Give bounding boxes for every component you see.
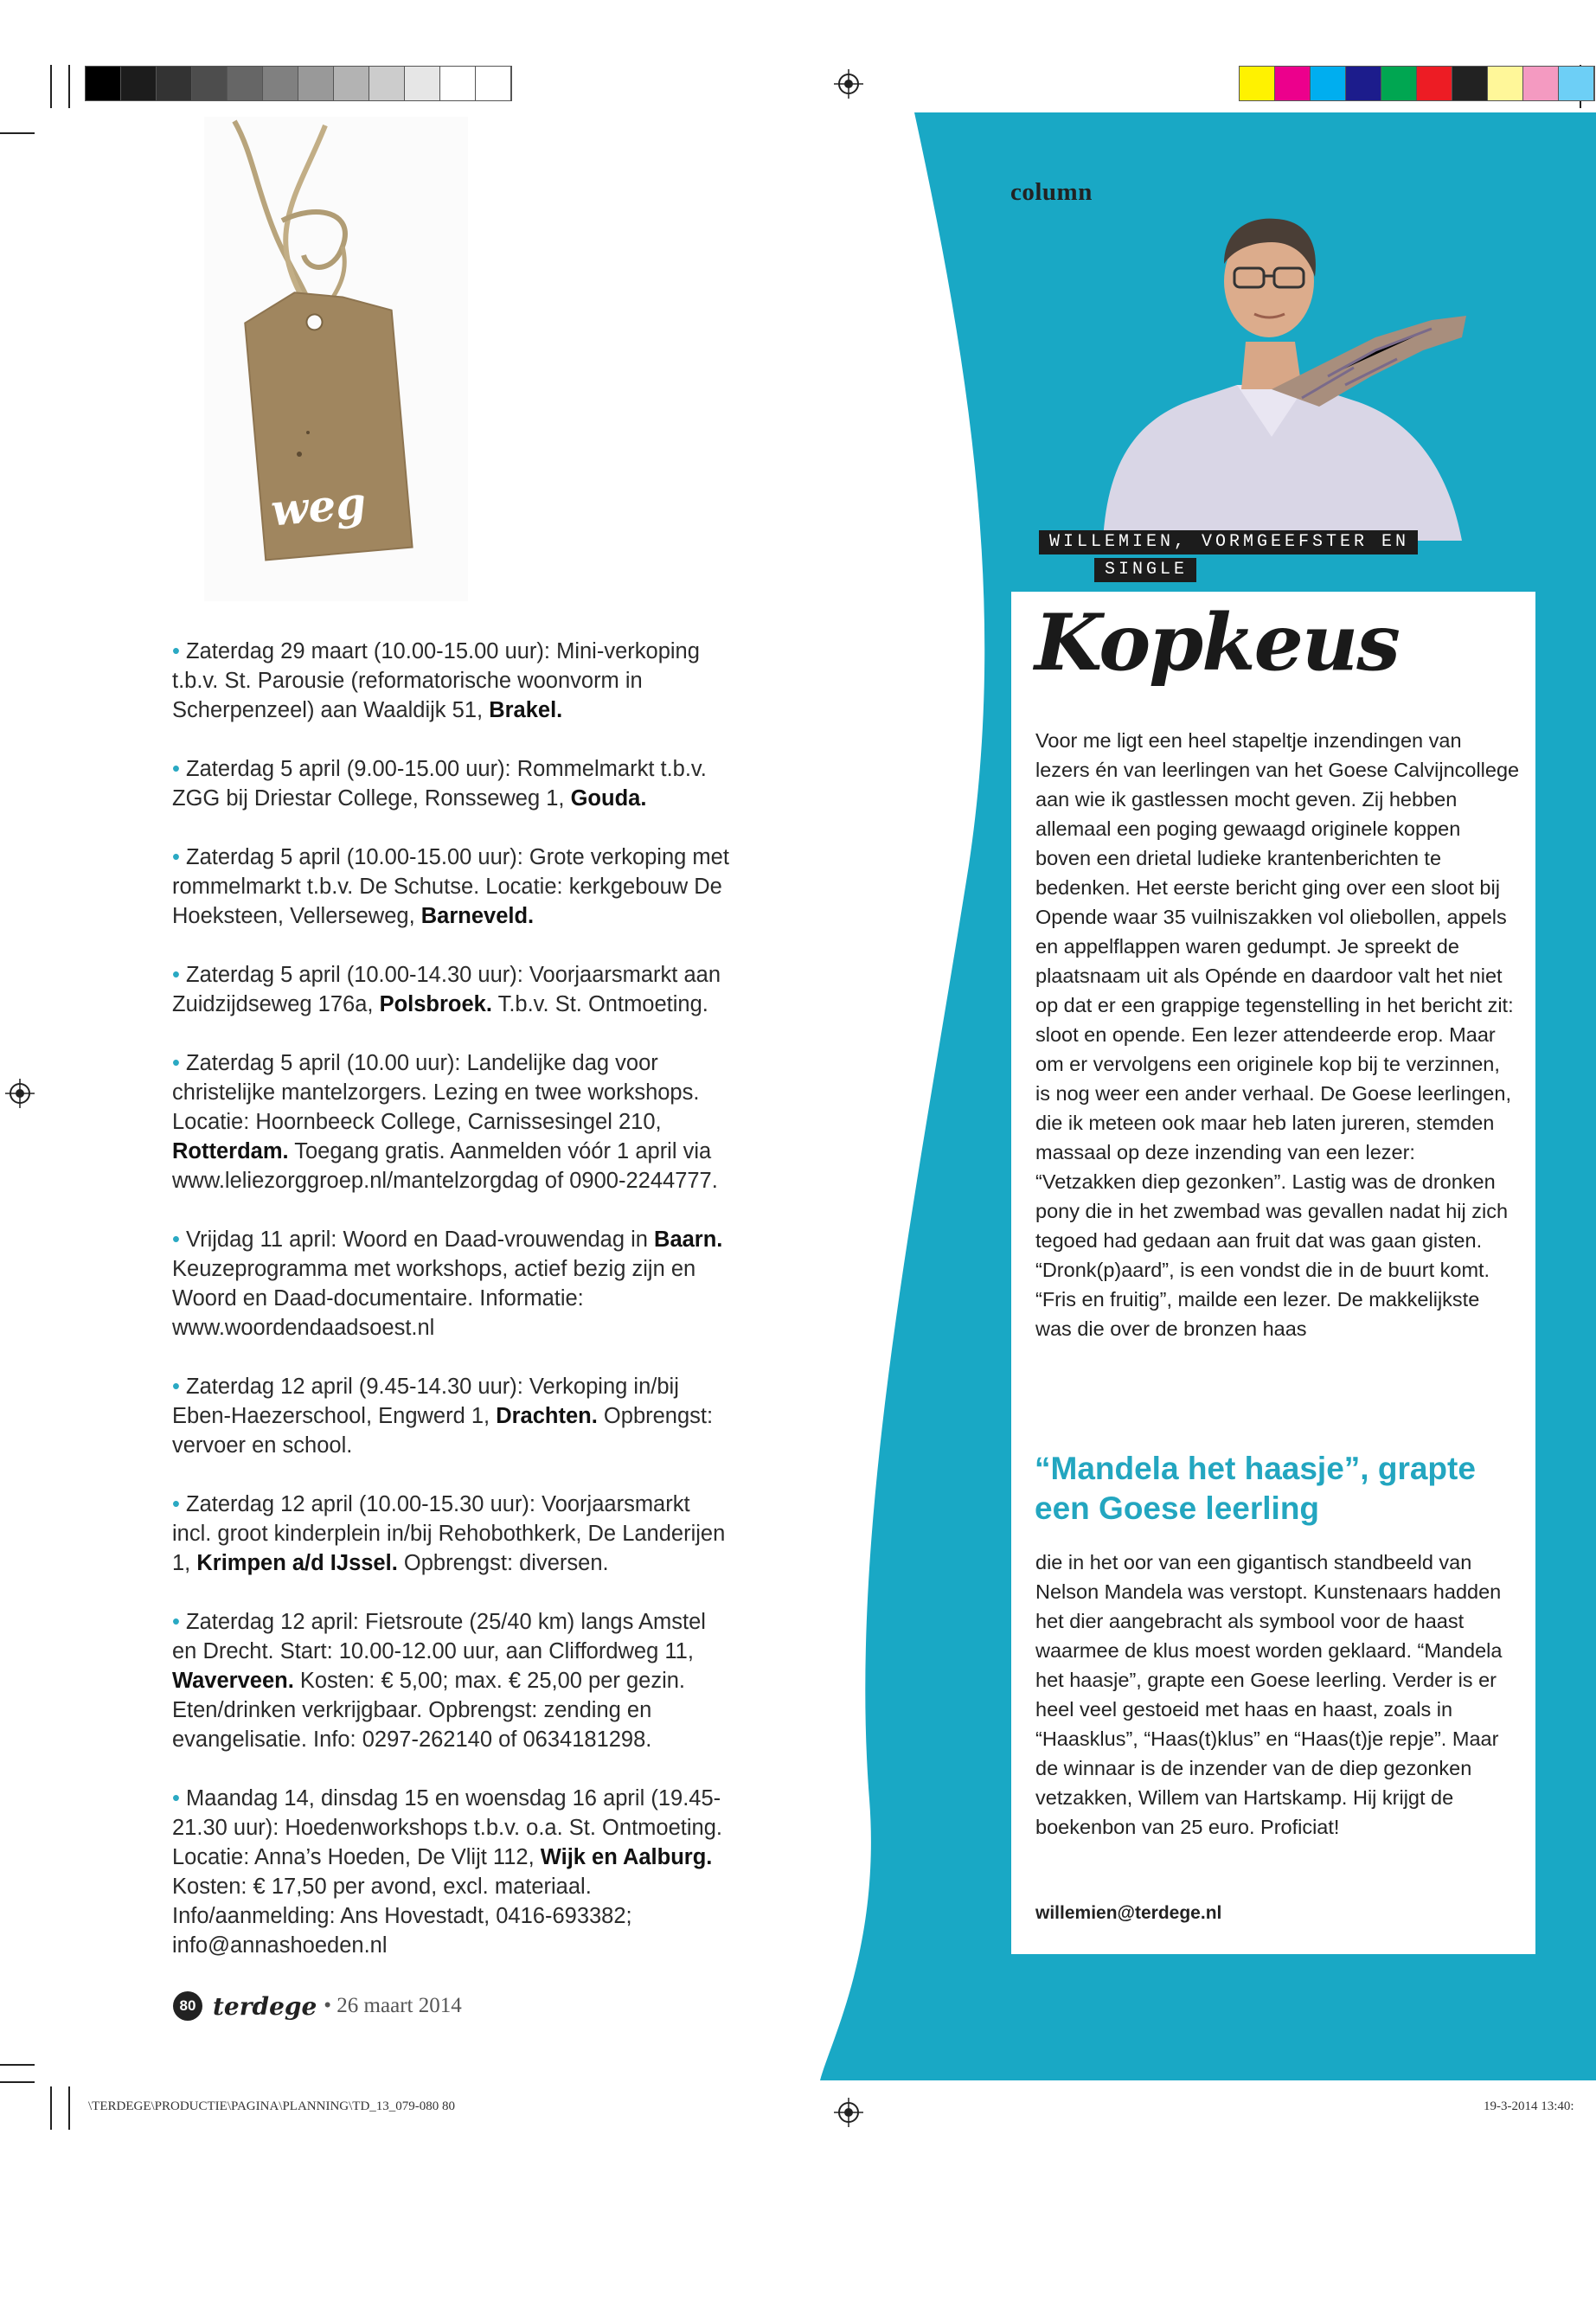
event-location: Brakel. bbox=[489, 698, 563, 722]
bullet-icon: • bbox=[172, 1610, 187, 1634]
author-email[interactable]: willemien@terdege.nl bbox=[1035, 1903, 1222, 1923]
event-location: Wijk en Aalburg. bbox=[540, 1845, 713, 1869]
event-location: Polsbroek. bbox=[379, 992, 492, 1016]
event-location: Waverveen. bbox=[172, 1669, 294, 1693]
event-location: Barneveld. bbox=[420, 904, 535, 928]
author-photo bbox=[1068, 212, 1501, 541]
event-location: Baarn. bbox=[654, 1227, 723, 1252]
bullet-icon: • bbox=[172, 1786, 187, 1811]
column-headline: Kopkeus bbox=[1035, 597, 1399, 689]
event-text: Zaterdag 12 april (10.00-15.30 uur): Voorjaarsmarkt incl. groot kinderplein in/bij Rehobothkerk, De Landerijen 1, bbox=[172, 1492, 726, 1575]
event-item bbox=[172, 1048, 734, 1195]
event-text: Zaterdag 5 april (10.00-15.00 uur): Grote verkoping met rommelmarkt t.b.v. De Schutse. Locatie: kerkgebouw De Hoeksteen, Vellerseweg, bbox=[172, 845, 729, 928]
issue-date: • 26 maart 2014 bbox=[324, 1994, 462, 2017]
event-text: Zaterdag 5 april (10.00-14.30 uur): Voorjaarsmarkt aan Zuidzijdseweg 176a, bbox=[172, 963, 721, 1016]
event-text: Zaterdag 29 maart (10.00-15.00 uur): Mini-verkoping t.b.v. St. Parousie (reformatorische woonvorm in Scherpenzeel) aan Waaldijk 51, bbox=[172, 639, 700, 722]
event-text: Toegang gratis. Aanmelden vóór 1 april via www.leliezorggroep.nl/mantelzorgdag of 0900-2244777. bbox=[172, 1139, 718, 1193]
tag-label: weg bbox=[268, 477, 369, 536]
event-text: Zaterdag 5 april (10.00 uur): Landelijke dag voor christelijke mantelzorgers. Lezing en twee workshops. Locatie: Hoornbeeck College, Carnissesingel 210, bbox=[172, 1051, 700, 1134]
event-item bbox=[172, 1490, 734, 1578]
file-path-slug: \TERDEGE\PRODUCTIE\PAGINA\PLANNING\TD_13_079-080 80 bbox=[88, 2099, 456, 2113]
event-item bbox=[172, 637, 734, 725]
gift-tag-illustration bbox=[204, 117, 468, 601]
column-body-part1: Voor me ligt een heel stapeltje inzendingen van lezers én van leerlingen van het Goese Calvijncollege aan wie ik gastlessen mocht geven. Zij hebben allemaal een poging gewaagd originele koppen boven een drietal ludieke krantenberichten te bedenken. Het eerste bericht ging over een sloot bij Opende waar 35 vuilniszakken vol oliebollen, appels en appelflappen waren gedumpt. Je spreekt de plaatsnaam uit als Opénde en daardoor valt het niet op dat er een grappige tegenstelling in het bericht zit: sloot en opende. Een lezer attendeerde erop. Maar om er vervolgens een originele kop bij te verzinnen, is nog weer een ander verhaal. De Goese leerlingen, die ik meteen ook maar heb laten jureren, stemden massaal op deze inzending van een lezer: “Vetzakken diep gezonken”. Lastig was de dronken pony die in het zwembad was gevallen nadat hij zich tegoed had gedaan aan fruit dat was gaan gisten. “Dronk(p)aard”, is een vondst die in de buurt komt. “Fris en fruitig”, mailde een lezer. De makkelijkste was die over de bronzen haas bbox=[1035, 729, 1520, 1340]
event-item bbox=[172, 1372, 734, 1460]
brand-logo: terdege bbox=[213, 1991, 317, 2021]
event-text: Zaterdag 5 april (9.00-15.00 uur): Rommelmarkt t.b.v. ZGG bij Driestar College, Ronsseweg 1, bbox=[172, 757, 707, 811]
bullet-icon: • bbox=[172, 963, 187, 987]
event-location: Gouda. bbox=[570, 786, 647, 811]
bullet-icon: • bbox=[172, 1051, 187, 1075]
event-item bbox=[172, 1225, 734, 1343]
event-text: Keuzeprogramma met workshops, actief bezig zijn en Woord en Daad-documentaire. Informatie: www.woordendaadsoest.nl bbox=[172, 1257, 696, 1340]
event-item bbox=[172, 960, 734, 1019]
event-item bbox=[172, 843, 734, 931]
event-text: Maandag 14, dinsdag 15 en woensdag 16 april (19.45-21.30 uur): Hoedenworkshops t.b.v. o.a. St. Ontmoeting. Locatie: Anna’s Hoeden, De Vlijt 112, bbox=[172, 1786, 722, 1869]
event-text: Zaterdag 12 april: Fietsroute (25/40 km) langs Amstel en Drecht. Start: 10.00-12.00 uur, aan Cliffordweg 11, bbox=[172, 1610, 706, 1663]
column-body-part2: die in het oor van een gigantisch standbeeld van Nelson Mandela was verstopt. Kunstenaars hadden het dier aangebracht als symbool voor de haast waarmee de klus moest worden geklaard. “Mandela het haasje”, grapte een Goese leerling. Verder is er heel veel gestoeid met haas en haast, zoals in “Haasklus”, “Haas(t)klus” en “Haas(t)je repje”. Maar de winnaar is de inzender van de diep gezonken vetzakken, Willem van Hartskamp. Hij krijgt de boekenbon van 25 euro. Proficiat! bbox=[1035, 1551, 1503, 1838]
section-label: column bbox=[1010, 178, 1093, 206]
events-list bbox=[172, 637, 734, 1990]
event-text: T.b.v. St. Ontmoeting. bbox=[491, 992, 708, 1016]
bullet-icon: • bbox=[172, 1227, 187, 1252]
event-text: Opbrengst: vervoer en school. bbox=[172, 1404, 714, 1458]
bullet-icon: • bbox=[172, 639, 187, 663]
event-text: Kosten: € 17,50 per avond, excl. materiaal. Info/aanmelding: Ans Hovestadt, 0416-693382; info@annashoeden.nl bbox=[172, 1875, 632, 1958]
bullet-icon: • bbox=[172, 757, 187, 781]
author-byline: WILLEMIEN, VORMGEEFSTER EN bbox=[1039, 530, 1418, 554]
bullet-icon: • bbox=[172, 1492, 187, 1516]
event-item bbox=[172, 754, 734, 813]
tag-icon bbox=[204, 117, 468, 601]
bullet-icon: • bbox=[172, 845, 187, 869]
event-location: Krimpen a/d IJssel. bbox=[196, 1551, 398, 1575]
event-item bbox=[172, 1607, 734, 1754]
event-text: Opbrengst: diversen. bbox=[397, 1551, 609, 1575]
page-footer bbox=[173, 1991, 462, 2021]
pull-quote: “Mandela het haasje”, grapte een Goese leerling bbox=[1035, 1451, 1476, 1526]
event-item bbox=[172, 1784, 734, 1960]
print-timestamp: 19-3-2014 13:40: bbox=[1484, 2099, 1574, 2113]
bullet-icon: • bbox=[172, 1375, 187, 1399]
page-number: 80 bbox=[173, 1991, 202, 2021]
author-byline-line2: SINGLE bbox=[1094, 558, 1196, 582]
event-text: Vrijdag 11 april: Woord en Daad-vrouwendag in bbox=[186, 1227, 655, 1252]
event-location: Drachten. bbox=[496, 1404, 598, 1428]
event-location: Rotterdam. bbox=[172, 1139, 289, 1163]
event-text: Zaterdag 12 april (9.45-14.30 uur): Verkoping in/bij Eben-Haezerschool, Engwerd 1, bbox=[172, 1375, 679, 1428]
event-text: Kosten: € 5,00; max. € 25,00 per gezin. Eten/drinken verkrijgbaar. Opbrengst: zending en evangelisatie. Info: 0297-262140 of 0634181298. bbox=[172, 1669, 686, 1752]
